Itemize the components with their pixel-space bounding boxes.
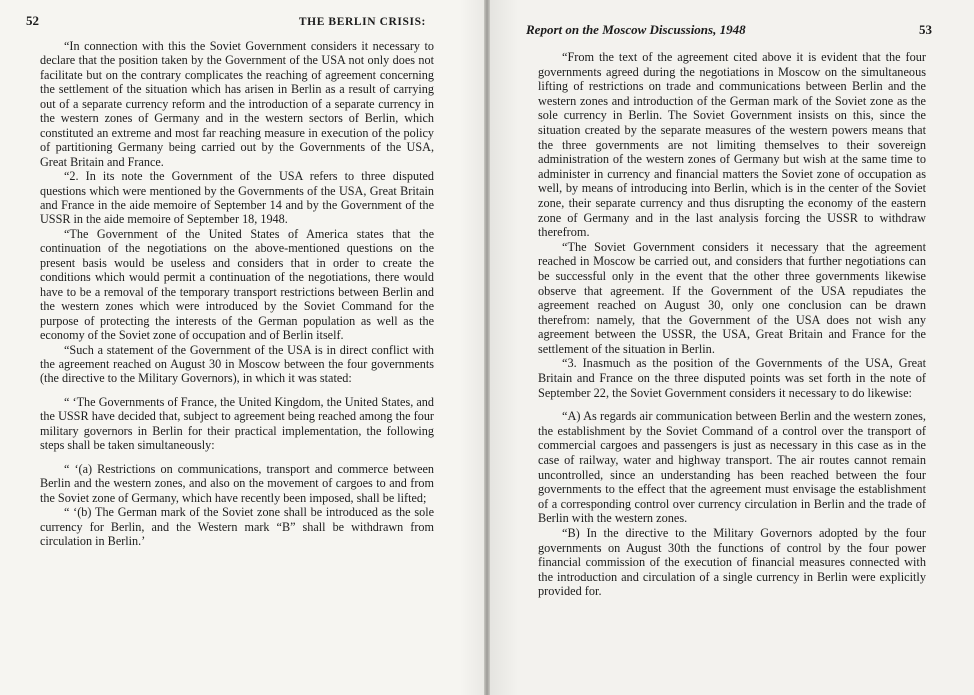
quoted-paragraph: “ ‘(b) The German mark of the Soviet zone shall be introduced as the sole currency for Berlin, and the Western mark “B” shall be withdrawn from circulation in Berlin.’ (40, 505, 434, 548)
paragraph: “The Government of the United States of America states that the continuation of the negotiations on the above-mentioned questions on the present basis would be useless and considers that in order to create the conditions which would permit a continuation of the negotiations, there would have to be a removal of the temporary transport restrictions between Berlin and the western zones which were introduced by the Soviet Command for the purpose of protecting the interests of the German population as well as the economy of the Soviet zone of occupation and of Berlin itself. (40, 226, 434, 343)
paragraph: “The Soviet Government considers it necessary that the agreement reached in Moscow be carried out, and considers that further negotiations can be successful only in the event that the other three governments likewise observe that agreement. If the Government of the USA repudiates the agreement reached on August 30, only one conclusion can be drawn therefrom: namely, that the Government of the USA does not wish any agreement between the USSR, the USA, Great Britain and France for the settlement of the situation in Berlin. (538, 239, 926, 356)
left-page (0, 0, 484, 695)
quoted-paragraph: “ ‘(a) Restrictions on communications, transport and commerce between Berlin and the western zones, and also on the movement of cargoes to and from the Soviet zone of Germany, which have recently been imposed, shall be lifted; (40, 461, 434, 505)
right-page (490, 0, 974, 695)
paragraph: “From the text of the agreement cited above it is evident that the four governments agreed during the negotiations in Moscow on the simultaneous lifting of restrictions on trade and communications between Berlin and the western zones and introduction of the German mark of the Soviet zone as the sole currency in Berlin. The Soviet Government insists on this, since the situation created by the separate measures of the western powers means that the three governments are not limiting themselves to their sovereign administration of the western zones of Germany but wish at the same time to administer in currency and financial matters the Soviet zone of occupation as well, by means of introducing into Berlin, which is in the center of the Soviet zone, their separate currency and thus disrupting the economy of the eastern zone of Germany and in the last analysis forcing the USSR to withdraw therefrom. (538, 50, 926, 240)
right-page-header (526, 22, 932, 38)
paragraph: “In connection with this the Soviet Government considers it necessary to declare that the position taken by the Government of the USA not only does not facilitate but on the contrary complicates the reaching of agreement concerning the settlement of the situation which has arisen in Berlin as a result of carrying out of a separate currency reform and the introduction of a separate currency in the western zones of Germany and in the western sectors of Berlin, which constituted an extreme and most far reaching measure in execution of the policy of partitioning Germany being carried out by the Governments of the USA, Great Britain and France. (40, 39, 434, 169)
paragraph: “2. In its note the Government of the USA refers to three disputed questions which were mentioned by the Governments of the USA, Great Britain and France in the aide memoire of September 14 and by the Government of the USSR in the aide memoire of September 18, 1948. (40, 169, 434, 227)
gutter-shadow (460, 0, 484, 695)
paragraph: “3. Inasmuch as the position of the Governments of the USA, Great Britain and France on the three disputed points was set forth in the note of September 22, the Soviet Government considers it necessary to do likewise: (538, 356, 926, 400)
running-head-right: Report on the Moscow Discussions, 1948 (526, 22, 746, 37)
page-number-left: 52 (26, 13, 39, 28)
page-number-right: 53 (919, 22, 932, 37)
quoted-paragraph: “ ‘The Governments of France, the United Kingdom, the United States, and the USSR have decided that, subject to agreement being reached among the four military governors in Berlin for their practical implementation, the following steps shall be taken simultaneously: (40, 394, 434, 453)
paragraph: “B) In the directive to the Military Governors adopted by the four governments on August 30th the functions of control by the four power financial commission of the execution of financial measures connected with the introduction and circulation of a single currency in Berlin were explicitly provided for. (538, 526, 926, 599)
gutter-shadow (490, 0, 518, 695)
paragraph: “Such a statement of the Government of the USA is in direct conflict with the agreement reached on August 30 in Moscow between the four governments (the directive to the Military Governors), in which it was stated: (40, 342, 434, 386)
running-head-left: THE BERLIN CRISIS: (298, 16, 426, 28)
paragraph: “A) As regards air communication between Berlin and the western zones, the establishment by the Soviet Command of a control over the transport of commercial cargoes and passengers is just as necessary in this case as in the case of railway, water and highway transport. The air routes cannot remain uncontrolled, since an understanding has been reached between the four governments to the effect that the agreement must envisage the establishment of a corresponding control over currency circulation in Berlin and the trade of Berlin with the western zones. (538, 409, 926, 526)
left-page-header (26, 13, 426, 29)
